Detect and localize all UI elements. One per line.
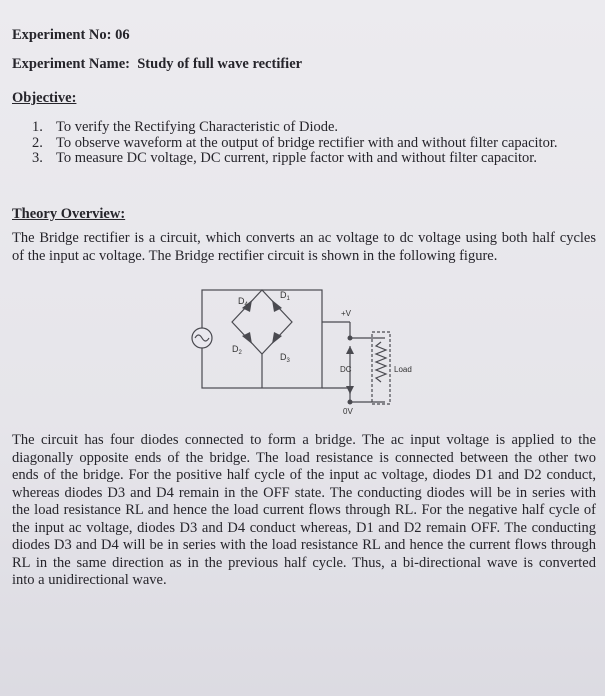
list-item: 2. To observe waveform at the output of bridge rectifier with and without filter capacitor.: [32, 134, 558, 151]
label-d3: $D_3$: [280, 352, 290, 364]
label-zero-v: 0V: [343, 407, 353, 416]
label-plus-v: +V: [341, 309, 352, 318]
arrow-down-icon: [346, 386, 354, 394]
list-item: 3. To measure DC voltage, DC current, ripple factor with and without filter capacitor.: [32, 150, 537, 166]
load-resistor-icon: [376, 342, 386, 382]
bridge-rectifier-diagram: [180, 280, 430, 420]
theory-intro: The Bridge rectifier is a circuit, which converts an ac voltage to dc voltage using both half cycles of the input ac voltage. The Bridge rectifier circuit is shown in the following figure.: [12, 230, 596, 264]
objective-heading: Objective:: [12, 90, 77, 106]
theory-body: The circuit has four diodes connected to form a bridge. The ac input voltage is applied to the diagonally opposite ends of the bridge. The load resistance is connected between the other two ends of the bridge. For the positive half cycle of the input ac voltage, diodes D1 and D2 conduct, whereas diodes D3 and D4 remain in the OFF state. The conducting diodes will be in series with the load resistance RL and hence the load current flows through RL. For the negative half cycle of the input ac voltage, diodes D3 and D4 conduct whereas, D1 and D2 remain OFF. The conducting diodes D3 and D4 will be in series with the load resistance RL and hence the current flows through RL in the same direction as in the previous half cycle. Thus, a bi-directional wave is converted into a unidirectional wave.: [12, 432, 596, 588]
label-load: Load: [394, 365, 412, 374]
experiment-name: [12, 56, 302, 73]
plus-terminal-icon: [348, 336, 353, 341]
label-d4: $D_4$: [238, 296, 248, 308]
experiment-number: Experiment No: 06: [12, 27, 130, 43]
experiment-name-label: Experiment Name:: [12, 56, 130, 72]
label-d2: $D_2$: [232, 344, 242, 356]
objective-list: [32, 120, 557, 167]
label-dc: DC: [340, 365, 352, 374]
theory-heading: Theory Overview:: [12, 206, 126, 222]
list-item: 1. To verify the Rectifying Characteristic of Diode.: [32, 119, 339, 135]
label-d1: $D_1$: [280, 290, 290, 302]
experiment-name-value: Study of full wave rectifier: [137, 56, 303, 72]
arrow-up-icon: [346, 346, 354, 354]
ground-terminal-icon: [348, 400, 353, 405]
